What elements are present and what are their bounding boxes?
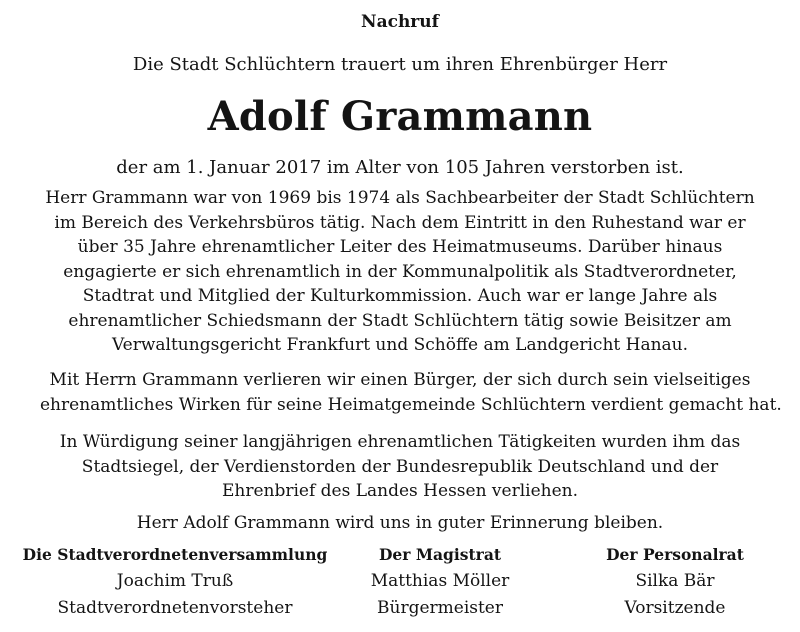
- signature-person: Silka Bär: [635, 571, 715, 591]
- paragraph-line: ehrenamtliches Wirken für seine Heimatgemeinde Schlüchtern verdient gemacht hat.: [40, 394, 782, 415]
- signature-role: Bürgermeister: [377, 598, 503, 618]
- paragraph-line: Stadtsiegel, der Verdienstorden der Bundesrepublik Deutschland und der: [81, 456, 719, 477]
- signature-block-council: [10, 541, 340, 622]
- paragraph-line: Verwaltungsgericht Frankfurt und Schöffe am Landgericht Hanau.: [111, 335, 689, 355]
- date-line: der am 1. Januar 2017 im Alter von 105 Jahren verstorben ist.: [116, 157, 684, 178]
- intro-line: Die Stadt Schlüchtern trauert um ihren Ehrenbürger Herr: [132, 54, 668, 75]
- signature-org: Der Personalrat: [606, 545, 744, 564]
- signature-role: Stadtverordnetenvorsteher: [57, 598, 293, 618]
- paragraph-line: Mit Herrn Grammann verlieren wir einen Bürger, der sich durch sein vielseitiges: [49, 370, 751, 390]
- paragraph-line: Herr Grammann war von 1969 bis 1974 als Sachbearbeiter der Stadt Schlüchtern: [45, 188, 755, 208]
- paragraph-line: Stadtrat und Mitglied der Kulturkommission. Auch war er lange Jahre als: [82, 286, 718, 306]
- biography-paragraph: [40, 186, 760, 358]
- signature-block-magistrat: [340, 541, 540, 622]
- honors-paragraph: [40, 430, 760, 504]
- paragraph-line: Ehrenbrief des Landes Hessen verliehen.: [221, 481, 579, 501]
- paragraph-line: ehrenamtlicher Schiedsmann der Stadt Schlüchtern tätig sowie Beisitzer am: [68, 310, 732, 331]
- signature-org: Die Stadtverordnetenversammlung: [22, 545, 328, 564]
- paragraph-line: engagierte er sich ehrenamtlich in der Kommunalpolitik als Stadtverordneter,: [63, 261, 737, 282]
- paragraph-line: über 35 Jahre ehrenamtlicher Leiter des Heimatmuseums. Darüber hinaus: [77, 237, 723, 257]
- paragraph-line: In Würdigung seiner langjährigen ehrenamtlichen Tätigkeiten wurden ihm das: [59, 432, 741, 452]
- deceased-name: Adolf Grammann: [207, 93, 593, 140]
- notice-heading: Nachruf: [361, 12, 439, 32]
- signature-person: Joachim Truß: [116, 571, 234, 591]
- signature-org: Der Magistrat: [378, 545, 502, 564]
- signature-block-personalrat: [560, 541, 790, 622]
- closing-line: Herr Adolf Grammann wird uns in guter Erinnerung bleiben.: [136, 513, 664, 533]
- signature-person: Matthias Möller: [370, 571, 510, 591]
- tribute-paragraph: [40, 368, 782, 417]
- signature-role: Vorsitzende: [624, 598, 726, 618]
- paragraph-line: im Bereich des Verkehrsbüros tätig. Nach dem Eintritt in den Ruhestand war er: [54, 212, 746, 233]
